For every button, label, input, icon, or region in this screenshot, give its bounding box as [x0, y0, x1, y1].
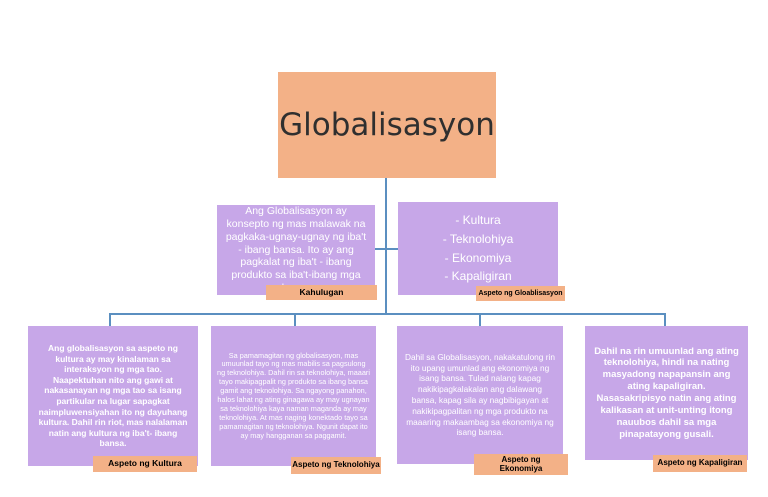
definition-text: Ang Globalisasyon ay konsepto ng mas malawak na pagkaka-ugnay-ugnay ng iba't - ibang bansa. Ito ay ang pagkalat ng iba't - ibang produkto sa iba't-ibang mga — [225, 205, 367, 282]
aspects-list-node — [398, 202, 558, 295]
card-teknolohiya-text: Sa pamamagitan ng globalisasyon, mas umuunlad tayo ng mas mabilis sa pagsulong ng teknolohiya. Dahil rin sa teknolohiya, maaari tayo makipagpalit ng produkto sa ibang bansa gamit ang teknolohiya. Sa ngayong panahon, halos lahat ng ating ginagawa ay may ugnayan sa teknolohiya kaya naman maganda ay may teknolohiya. At mas naging konektado tayo sa pamamagitan ng teknolohiya. Ngunit dapat ito ay may hangganan sa paggamit. — [217, 350, 370, 440]
card-kapaligiran — [585, 326, 748, 460]
card-kultura — [28, 326, 198, 469]
card-kultura-label-text: Aspeto ng Kultura — [108, 458, 182, 469]
title-node — [278, 72, 496, 178]
connector-drop-3 — [479, 313, 481, 326]
card-ekonomiya-text: Dahil sa Globalisasyon, nakakatulong rin ito upang umunlad ang ekonomiya ng isang bansa. Tulad nalang kapag nakikipagkalakalan ang dalawang bansa, kapag sila ay nagbibigayan at nakikipagpalitan ng mga produkto na maaaring makaambag sa ekonomiya ng isang bansa. — [405, 351, 555, 438]
card-kultura-text: Ang globalisasyon sa aspeto ng kultura ay may kinalaman sa interaksyon ng mga tao. Naapektuhan nito ang gawi at nakasanayan ng mga tao sa isang partikular na lugar sapagkat naimpluwensiyahan ito ng dayuhang kultura. Dahil rin riot, mas nalalaman natin ang kultura ng iba't- ibang bansa. — [38, 343, 188, 449]
card-teknolohiya-label — [291, 457, 381, 474]
card-ekonomiya-label-text: Aspeto ng Ekonomiya — [499, 454, 543, 473]
connector-level2 — [375, 248, 398, 250]
title-text: Globalisasyon — [279, 107, 495, 143]
card-ekonomiya — [397, 326, 563, 464]
definition-label-text: Kahulugan — [299, 286, 344, 297]
connector-drop-4 — [664, 313, 666, 326]
connector-drop-2 — [294, 313, 296, 326]
card-teknolohiya — [211, 326, 376, 466]
connector-trunk — [385, 178, 387, 314]
aspect-item-kultura: - Kultura — [455, 213, 501, 228]
connector-level3-bar — [109, 313, 666, 315]
aspect-item-teknolohiya: - Teknolohiya — [442, 231, 514, 246]
definition-label — [266, 285, 377, 300]
card-kapaligiran-label-text: Aspeto ng Kapaligiran — [657, 458, 743, 468]
connector-drop-1 — [109, 313, 111, 326]
card-kultura-label — [93, 456, 197, 472]
aspects-list-label-text: Aspeto ng Gloablisasyon — [478, 289, 563, 297]
aspects-list-label — [476, 286, 565, 301]
card-ekonomiya-label — [474, 454, 568, 475]
aspect-item-kapaligiran: - Kapaligiran — [444, 269, 512, 284]
definition-node — [217, 205, 375, 295]
card-teknolohiya-label-text: Aspeto ng Teknolohiya — [292, 460, 380, 470]
aspect-item-ekonomiya: - Ekonomiya — [444, 250, 512, 265]
card-kapaligiran-label — [653, 455, 747, 472]
card-kapaligiran-text: Dahil na rin umuunlad ang ating teknolohiya, hindi na nating masyadong napapansin ang ating kapaligiran. Nasasakripisyo natin ang ating kalikasan at unit-unting itong nauubos dahil sa mga pinapatayong gusali. — [594, 345, 739, 440]
